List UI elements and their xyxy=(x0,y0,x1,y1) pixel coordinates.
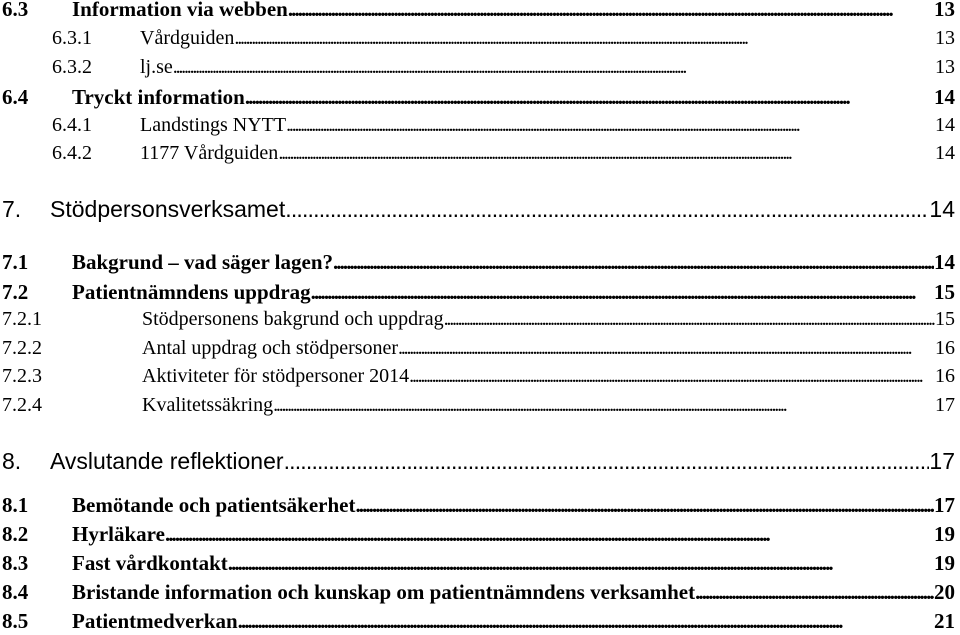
toc-entry-number: 7.2.4 xyxy=(2,394,42,416)
toc-entry-6-4[interactable] xyxy=(0,85,955,110)
toc-entry-title: Kvalitetssäkring xyxy=(142,394,274,416)
toc-entry-page: 14 xyxy=(934,250,955,274)
dot-leader xyxy=(409,365,935,388)
toc-entry-title: Vårdguiden xyxy=(140,27,235,49)
toc-entry-title: Fast vårdkontakt xyxy=(72,551,228,575)
toc-entry-8-4[interactable] xyxy=(0,580,955,605)
toc-entry-title: Antal uppdrag och stödpersoner xyxy=(142,337,399,359)
toc-entry-8[interactable] xyxy=(0,448,955,475)
dot-leader xyxy=(695,580,934,605)
toc-entry-title: Patientmedverkan xyxy=(72,609,238,633)
toc-entry-8-2[interactable] xyxy=(0,522,955,547)
toc-entry-title: Bemötande och patientsäkerhet xyxy=(72,493,356,517)
toc-entry-page: 14 xyxy=(934,85,955,109)
toc-entry-number: 7. xyxy=(2,196,22,222)
toc-entry-page: 13 xyxy=(935,27,955,49)
dot-leader xyxy=(173,56,935,79)
dot-leader xyxy=(238,609,934,634)
toc-entry-number: 7.2.2 xyxy=(2,337,42,359)
dot-leader xyxy=(284,448,930,475)
toc-entry-6-3-2[interactable] xyxy=(0,56,955,79)
toc-entry-number: 6.4.2 xyxy=(52,142,92,164)
toc-entry-6-3-1[interactable] xyxy=(0,27,955,50)
toc-entry-6-3[interactable] xyxy=(0,0,955,22)
toc-entry-title: 1177 Vårdguiden xyxy=(140,142,279,164)
dot-leader xyxy=(228,551,934,576)
toc-entry-7-2-4[interactable] xyxy=(0,394,955,417)
toc-entry-number: 8.4 xyxy=(2,580,29,604)
toc-entry-page: 14 xyxy=(929,196,955,222)
toc-entry-title: Patientnämndens uppdrag xyxy=(72,280,311,304)
dot-leader xyxy=(245,85,934,110)
toc-entry-7-2-1[interactable] xyxy=(0,308,955,331)
dot-leader xyxy=(234,27,935,50)
toc-entry-title: Bristande information och kunskap om patientnämndens verksamhet xyxy=(72,580,696,604)
toc-entry-number: 8.3 xyxy=(2,551,29,575)
dot-leader xyxy=(288,0,934,22)
toc-entry-page: 15 xyxy=(934,280,955,304)
toc-entry-number: 6.4.1 xyxy=(52,114,92,136)
dot-leader xyxy=(278,142,935,165)
toc-entry-title: Avslutande reflektioner xyxy=(50,448,284,474)
dot-leader xyxy=(333,250,934,275)
toc-entry-8-3[interactable] xyxy=(0,551,955,576)
toc-entry-number: 6.3 xyxy=(2,0,29,21)
toc-entry-number: 6.3.2 xyxy=(52,56,92,78)
toc-entry-6-4-2[interactable] xyxy=(0,142,955,165)
toc-entry-page: 14 xyxy=(935,114,955,136)
toc-entry-page: 16 xyxy=(935,365,955,387)
toc-entry-number: 7.1 xyxy=(2,250,29,274)
toc-entry-7-2-2[interactable] xyxy=(0,337,955,360)
toc-entry-6-4-1[interactable] xyxy=(0,114,955,137)
dot-leader xyxy=(311,280,934,305)
dot-leader xyxy=(273,394,935,417)
toc-entry-page: 19 xyxy=(934,522,955,546)
toc-entry-8-1[interactable] xyxy=(0,493,955,518)
toc-entry-title: lj.se xyxy=(140,56,173,78)
toc-entry-title: Hyrläkare xyxy=(72,522,165,546)
toc-entry-title: Aktiviteter för stödpersoner 2014 xyxy=(142,365,410,387)
toc-entry-7-2-3[interactable] xyxy=(0,365,955,388)
toc-entry-page: 15 xyxy=(935,308,955,330)
toc-entry-number: 7.2 xyxy=(2,280,29,304)
dot-leader xyxy=(398,337,935,360)
toc-entry-number: 6.4 xyxy=(2,85,29,109)
toc-entry-number: 8.2 xyxy=(2,522,29,546)
toc-entry-title: Bakgrund – vad säger lagen? xyxy=(72,250,333,274)
toc-entry-number: 8.5 xyxy=(2,609,29,633)
toc-entry-page: 13 xyxy=(935,56,955,78)
toc-entry-number: 8. xyxy=(2,448,22,474)
toc-entry-page: 17 xyxy=(934,493,955,517)
toc-entry-number: 7.2.1 xyxy=(2,308,42,330)
dot-leader xyxy=(165,522,934,547)
dot-leader xyxy=(285,196,929,223)
toc-entry-number: 8.1 xyxy=(2,493,29,517)
toc-entry-page: 19 xyxy=(934,551,955,575)
toc-entry-7-2[interactable] xyxy=(0,280,955,305)
dot-leader xyxy=(444,308,935,331)
dot-leader xyxy=(286,114,935,137)
toc-entry-page: 17 xyxy=(929,448,955,474)
toc-entry-page: 21 xyxy=(934,609,955,633)
toc-entry-number: 6.3.1 xyxy=(52,27,92,49)
toc-entry-page: 13 xyxy=(934,0,955,21)
toc-entry-title: Stödpersonsverksamet xyxy=(50,196,286,222)
toc-entry-title: Tryckt information xyxy=(72,85,245,109)
toc-entry-number: 7.2.3 xyxy=(2,365,42,387)
toc-entry-title: Information via webben xyxy=(72,0,288,21)
toc-entry-title: Stödpersonens bakgrund och uppdrag xyxy=(142,308,444,330)
toc-entry-page: 16 xyxy=(935,337,955,359)
toc-entry-title: Landstings NYTT xyxy=(140,114,287,136)
dot-leader xyxy=(355,493,934,518)
toc-entry-8-5[interactable] xyxy=(0,609,955,634)
toc-entry-page: 14 xyxy=(935,142,955,164)
toc-entry-page: 20 xyxy=(934,580,955,604)
toc-entry-page: 17 xyxy=(935,394,955,416)
toc-entry-7[interactable] xyxy=(0,196,955,223)
toc-entry-7-1[interactable] xyxy=(0,250,955,275)
